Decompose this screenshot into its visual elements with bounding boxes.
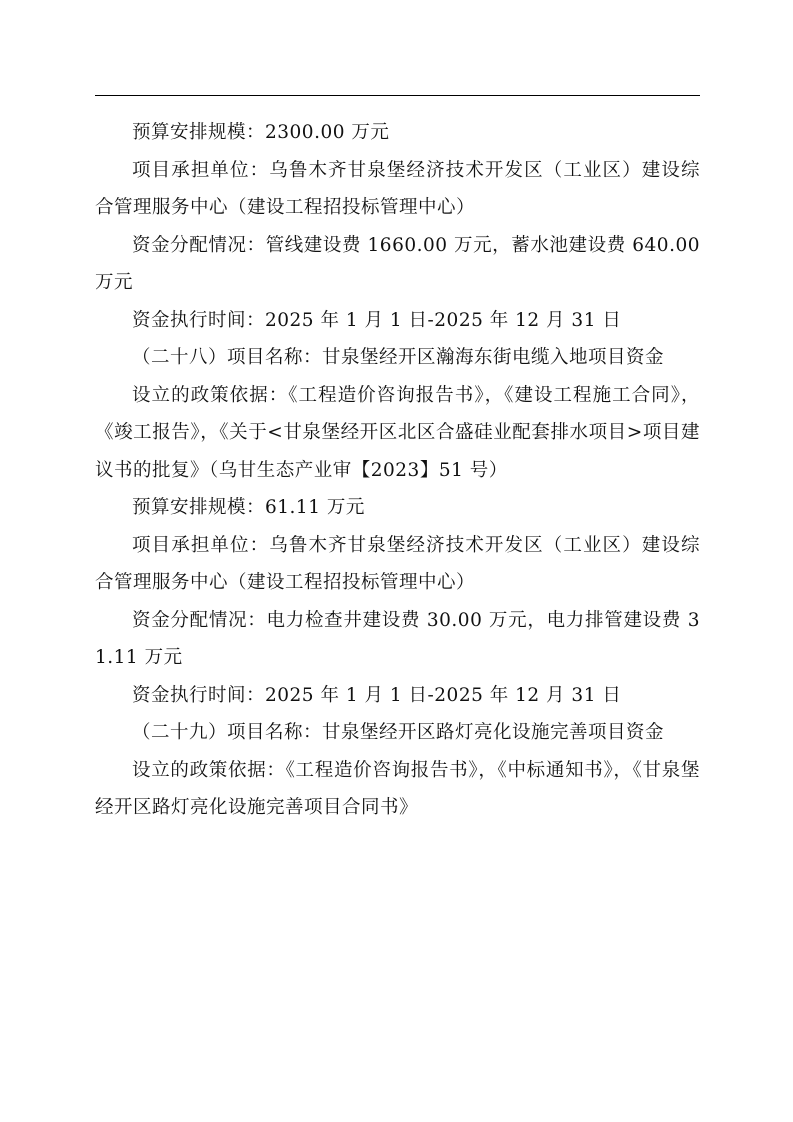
document-body xyxy=(95,114,700,827)
budget-scale-paragraph: 预算安排规模：61.11 万元 xyxy=(132,497,365,518)
undertaking-unit-paragraph: 项目承担单位：乌鲁木齐甘泉堡经济技术开发区（工业区）建设综合管理服务中心（建设工程招投标管理中心） xyxy=(95,159,700,218)
policy-basis-paragraph: 设立的政策依据：《工程造价咨询报告书》，《中标通知书》，《甘泉堡经开区路灯亮化设施完善项目合同书》 xyxy=(95,759,700,818)
project-28-name-paragraph: （二十八）项目名称：甘泉堡经开区瀚海东街电缆入地项目资金 xyxy=(132,347,665,368)
policy-basis-paragraph: 设立的政策依据：《工程造价咨询报告书》，《建设工程施工合同》，《竣工报告》，《关于<甘泉堡经开区北区合盛硅业配套排水项目>项目建议书的批复》（乌甘生态产业审【2023】51 号） xyxy=(95,384,700,481)
project-29-name-paragraph: （二十九）项目名称：甘泉堡经开区路灯亮化设施完善项目资金 xyxy=(132,722,665,743)
budget-scale-paragraph: 预算安排规模：2300.00 万元 xyxy=(132,122,390,143)
undertaking-unit-paragraph: 项目承担单位：乌鲁木齐甘泉堡经济技术开发区（工业区）建设综合管理服务中心（建设工程招投标管理中心） xyxy=(95,534,700,593)
header-rule xyxy=(95,95,700,96)
execution-time-paragraph: 资金执行时间：2025 年 1 月 1 日-2025 年 12 月 31 日 xyxy=(132,684,622,706)
fund-allocation-paragraph: 资金分配情况：管线建设费 1660.00 万元，蓄水池建设费 640.00 万元 xyxy=(95,234,700,293)
fund-allocation-paragraph: 资金分配情况：电力检查井建设费 30.00 万元，电力排管建设费 31.11 万元 xyxy=(95,609,700,668)
execution-time-paragraph: 资金执行时间：2025 年 1 月 1 日-2025 年 12 月 31 日 xyxy=(132,309,622,331)
